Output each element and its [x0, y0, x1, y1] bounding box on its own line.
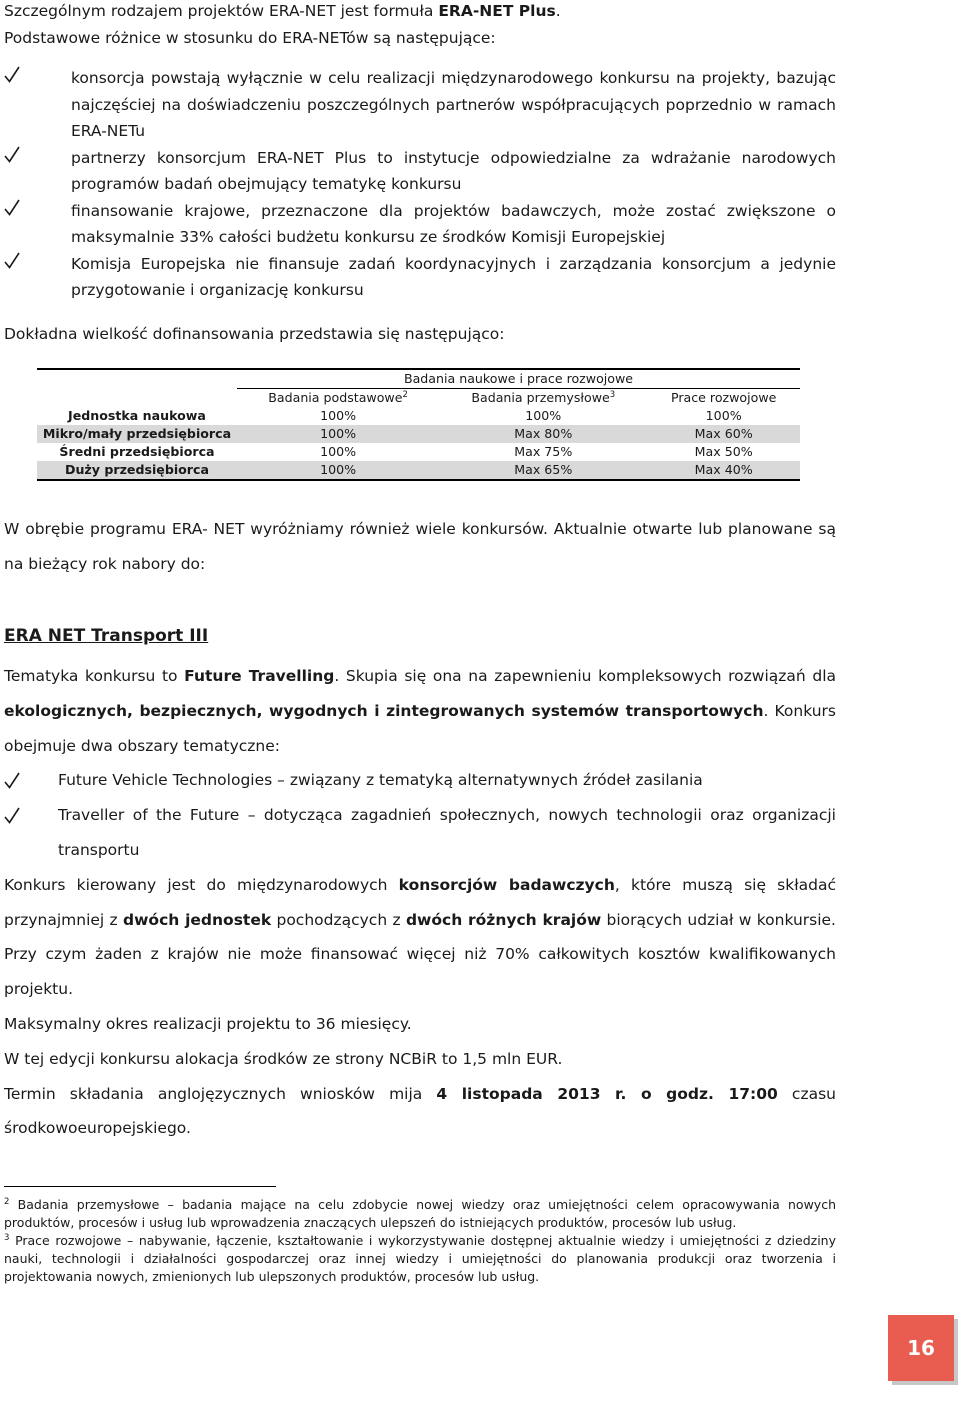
table-cell: 100%	[320, 408, 357, 423]
column-label: Badania przemysłowe	[471, 390, 610, 405]
area-text: Traveller of the Future – dotycząca zagadnień społecznych, nowych technologii oraz organizacji transportu	[58, 806, 836, 859]
footnote	[4, 1232, 836, 1286]
topic-text: . Konkurs obejmuje dwa obszary tematyczne:	[4, 701, 837, 755]
conditions-emphasis: dwóch różnych krajów	[405, 910, 602, 929]
deadline-text: Termin składania anglojęzycznych wniosków mija	[4, 1084, 437, 1103]
deadline-date: 4 listopada 2013 r. o godz. 17:00	[436, 1084, 778, 1103]
table-cell: 100%	[705, 408, 742, 423]
section-title: ERA NET Transport III	[4, 626, 209, 646]
table-row	[37, 461, 800, 480]
footnote-ref: 2	[402, 389, 408, 400]
table-row	[37, 425, 800, 443]
conditions-paragraph	[4, 868, 836, 1007]
footnote-separator	[4, 1186, 276, 1187]
check-icon	[4, 199, 20, 217]
funding-intro: Dokładna wielkość dofinansowania przedstawia się następująco:	[4, 324, 505, 343]
column-label: Prace rozwojowe	[670, 390, 777, 405]
topic-paragraph	[4, 659, 836, 763]
difference-text: partnerzy konsorcjum ERA-NET Plus to instytucje odpowiedzialne za wdrażanie narodowych programów badań obejmujący tematykę konkursu	[71, 148, 836, 193]
list-item	[4, 763, 836, 798]
column-header	[237, 389, 439, 408]
row-label: Średni przedsiębiorca	[59, 444, 215, 459]
difference-text: finansowanie krajowe, przeznaczone dla projektów badawczych, może zostać zwiększone o maksymalnie 33% całości budżetu konkursu ze środków Komisji Europejskiej	[71, 201, 836, 246]
funding-table	[37, 368, 800, 481]
intro-period: .	[555, 2, 561, 20]
column-label: Badania podstawowe	[268, 390, 403, 405]
table-corner	[37, 389, 237, 408]
table-cell: Max 75%	[514, 444, 573, 459]
table-cell: 100%	[525, 408, 562, 423]
call-description	[4, 659, 836, 1146]
intro-line-1	[4, 0, 561, 25]
deadline-text: czasu środkowoeuropejskiego.	[4, 1084, 836, 1138]
list-item	[4, 798, 836, 868]
row-label: Jednostka naukowa	[68, 408, 206, 423]
row-label: Duży przedsiębiorca	[37, 461, 237, 480]
list-item	[4, 65, 836, 145]
list-item	[4, 251, 836, 304]
footnote-text: Prace rozwojowe – nabywanie, łączenie, kształtowanie i wykorzystywanie dostępnej aktualnie wiedzy i umiejętności z dziedziny nauki, technologii i działalności gospodarczej oraz innej wiedzy i umiejętności do planowania produkcji oraz tworzenia i projektowania nowych, zmienionych lub ulepszonych produktów, procesów lub usług.	[4, 1233, 837, 1284]
column-header	[647, 389, 800, 408]
table-row	[37, 407, 800, 425]
conditions-text: pochodzących z	[271, 910, 406, 929]
topic-text: . Skupia się ona na zapewnieniu kompleksowych rozwiązań dla	[334, 667, 837, 685]
intro-text: Szczególnym rodzajem projektów ERA-NET jest formuła	[4, 2, 439, 20]
conditions-text: , które muszą się składać przynajmniej z	[4, 875, 836, 929]
row-label: Mikro/mały przedsiębiorca	[37, 425, 237, 443]
check-icon	[4, 252, 20, 270]
era-net-plus-label: ERA-NET Plus	[438, 2, 556, 20]
group-header: Badania naukowe i prace rozwojowe	[237, 369, 800, 389]
table-cell: 100%	[320, 444, 357, 459]
check-icon	[4, 146, 20, 164]
transition-text: W obrębie programu ERA- NET wyróżniamy również wiele konkursów. Aktualnie otwarte lub planowane są na bieżący rok nabory do:	[4, 520, 836, 573]
differences-list	[4, 65, 836, 347]
table-cell: Max 50%	[694, 444, 753, 459]
footnote-text: Badania przemysłowe – badania mające na celu zdobycie nowej wiedzy oraz umiejętności celem opracowywania nowych produktów, procesów i usług lub wprowadzenia znaczących ulepszeń do istniejących produktów, procesów lub usług.	[4, 1197, 836, 1230]
list-item	[4, 198, 836, 251]
footnote-number: 2	[4, 1196, 10, 1207]
table-cell: Max 60%	[647, 425, 800, 443]
check-icon	[4, 807, 20, 825]
table-cell: Max 80%	[439, 425, 647, 443]
intro-block	[4, 0, 561, 51]
footnotes	[4, 1196, 836, 1286]
check-icon	[4, 772, 20, 790]
table-cell: 100%	[237, 425, 439, 443]
table-cell: Max 40%	[647, 461, 800, 480]
area-text: Future Vehicle Technologies – związany z tematyką alternatywnych źródeł zasilania	[58, 771, 703, 790]
footnote	[4, 1196, 836, 1232]
footnote-ref: 3	[609, 389, 616, 400]
difference-text: konsorcja powstają wyłącznie w celu realizacji międzynarodowego konkursu na projekty, bazując najczęściej na doświadczeniu poszczególnych partnerów współpracujących poprzednio w ramach ERA-NETu	[71, 69, 836, 140]
conditions-emphasis: dwóch jednostek	[123, 910, 272, 929]
table-corner	[37, 369, 237, 389]
allocation-paragraph: W tej edycji konkursu alokacja środków ze strony NCBiR to 1,5 mln EUR.	[4, 1049, 563, 1068]
transition-block	[4, 512, 836, 582]
footnote-number: 3	[4, 1232, 10, 1243]
topic-text: Tematyka konkursu to	[4, 667, 185, 685]
page-number: 16	[888, 1315, 954, 1381]
conditions-text: biorących udział w konkursie. Przy czym żaden z krajów nie może finansować więcej niż 70% całkowitych kosztów kwalifikowanych projektu.	[4, 910, 836, 999]
deadline-paragraph	[4, 1077, 836, 1147]
list-item	[4, 145, 836, 198]
check-icon	[4, 66, 20, 84]
topic-emphasis: ekologicznych, bezpiecznych, wygodnych i zintegrowanych systemów transportowych	[4, 701, 764, 720]
topic-name: Future Travelling	[184, 667, 335, 685]
table-header-columns	[37, 389, 800, 408]
table-row	[37, 443, 800, 461]
conditions-text: Konkurs kierowany jest do międzynarodowych	[4, 875, 399, 894]
column-header	[439, 389, 647, 408]
table-header-group	[37, 369, 800, 389]
table-cell: Max 65%	[439, 461, 647, 480]
intro-line-2: Podstawowe różnice w stosunku do ERA-NETów są następujące:	[4, 28, 496, 47]
duration-paragraph: Maksymalny okres realizacji projektu to 36 miesięcy.	[4, 1014, 412, 1033]
difference-text: Komisja Europejska nie finansuje zadań koordynacyjnych i zarządzania konsorcjum a jedynie przygotowanie i organizację konkursu	[71, 254, 836, 299]
conditions-emphasis: konsorcjów badawczych	[398, 875, 615, 894]
table-cell: 100%	[237, 461, 439, 480]
